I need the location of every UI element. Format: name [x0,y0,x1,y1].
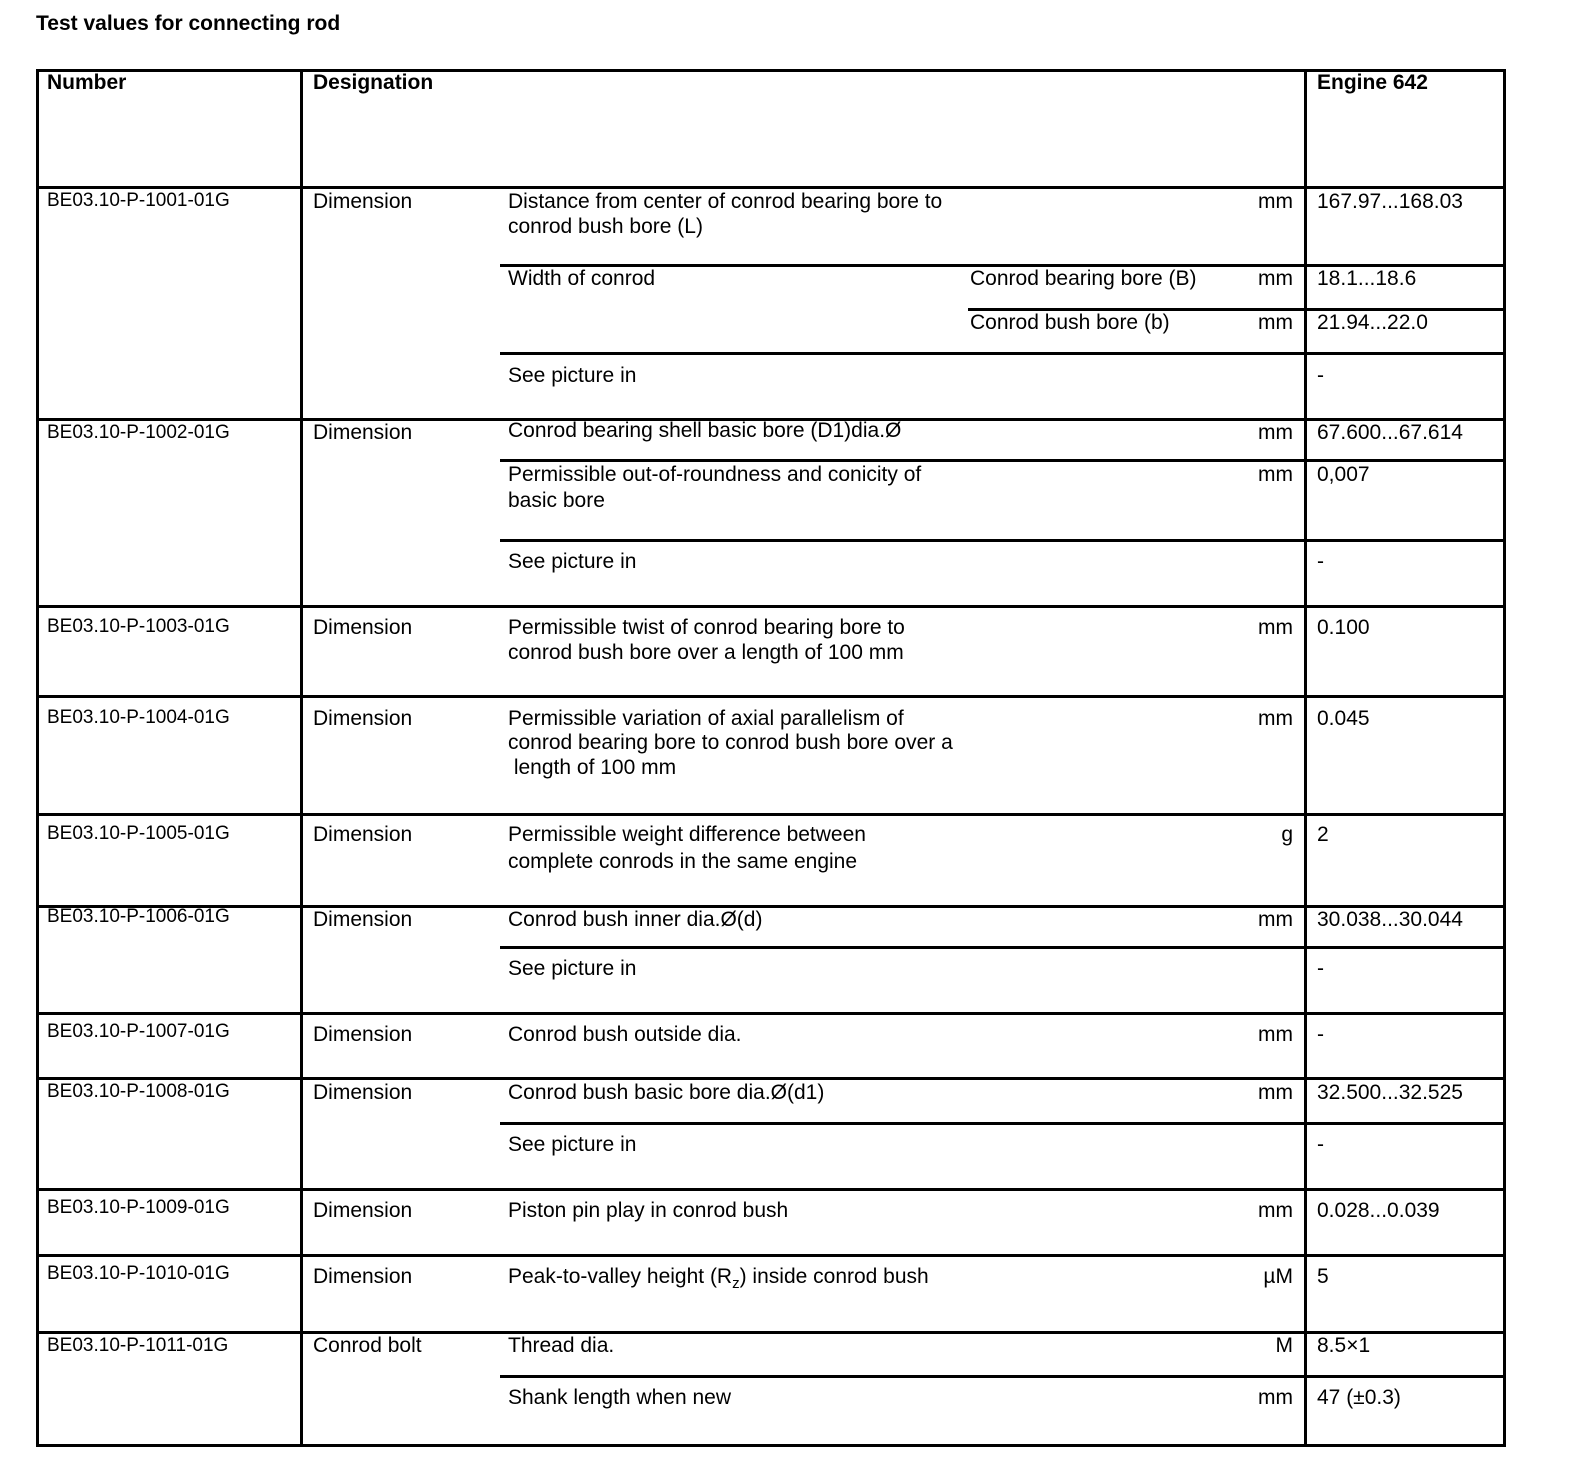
row-value: 18.1...18.6 [1317,267,1417,290]
row-unit: mm [1258,190,1293,213]
row-designation: Dimension [313,616,413,639]
row-designation: Dimension [313,1199,413,1222]
row-description: Piston pin play in conrod bush [508,1199,789,1222]
row-value: - [1317,1023,1324,1046]
row-description: conrod bush bore (L) [508,215,703,238]
row-value: 0,007 [1317,463,1370,486]
row-designation: Dimension [313,908,413,931]
page-title: Test values for connecting rod [36,12,341,35]
row-designation: Dimension [313,421,413,444]
row-number: BE03.10-P-1011-01G [47,1335,229,1356]
row-number: BE03.10-P-1010-01G [47,1263,230,1284]
row-description: See picture in [508,364,637,387]
row-value: - [1317,1133,1324,1156]
row-description: Permissible out-of-roundness and conicity of [508,463,922,486]
row-description: Conrod bush inner dia.Ø(d) [508,908,763,931]
row-designation: Dimension [313,707,413,730]
row-description: See picture in [508,1133,637,1156]
row-value: 21.94...22.0 [1317,311,1428,334]
row-unit: mm [1258,421,1293,444]
row-description: Thread dia. [508,1334,615,1357]
row-designation: Dimension [313,190,413,213]
row-unit: mm [1258,1199,1293,1222]
row-description: complete conrods in the same engine [508,850,858,873]
row-value: 30.038...30.044 [1317,908,1463,931]
row-unit: mm [1258,1081,1293,1104]
row-value: 47 (±0.3) [1317,1386,1401,1409]
row-designation: Dimension [313,1081,413,1104]
row-number: BE03.10-P-1008-01G [47,1081,230,1102]
row-value: 8.5×1 [1317,1334,1371,1357]
header-designation: Designation [313,71,434,94]
row-designation: Conrod bolt [313,1334,422,1357]
row-description: See picture in [508,957,637,980]
row-description: basic bore [508,489,605,512]
row-description: Permissible twist of conrod bearing bore to [508,616,905,639]
row-unit: M [1275,1334,1293,1357]
row-number: BE03.10-P-1007-01G [47,1021,230,1042]
row-subdescription: Conrod bearing bore (B) [970,267,1197,290]
row-description: Conrod bush basic bore dia.Ø(d1) [508,1081,825,1104]
row-number: BE03.10-P-1004-01G [47,707,230,728]
row-unit: mm [1258,1023,1293,1046]
row-description: Shank length when new [508,1386,731,1409]
row-description: conrod bearing bore to conrod bush bore over a [508,731,953,754]
row-designation: Dimension [313,823,413,846]
row-value: 0.100 [1317,616,1370,639]
row-unit: mm [1258,616,1293,639]
row-description: See picture in [508,550,637,573]
row-unit: mm [1258,1386,1293,1409]
row-number: BE03.10-P-1005-01G [47,823,230,844]
row-value: 32.500...32.525 [1317,1081,1463,1104]
row-value: - [1317,550,1324,573]
row-description: Permissible weight difference between [508,823,866,846]
row-value: 2 [1317,823,1329,846]
header-number: Number [47,71,127,94]
row-value: - [1317,364,1324,387]
row-unit: mm [1258,908,1293,931]
row-value: - [1317,957,1324,980]
row-subdescription: Conrod bush bore (b) [970,311,1170,334]
row-description: Distance from center of conrod bearing bore to [508,190,943,213]
row-unit: g [1281,823,1293,846]
row-description: length of 100 mm [508,756,677,779]
row-unit: mm [1258,707,1293,730]
row-unit: mm [1258,311,1293,334]
row-unit: mm [1258,463,1293,486]
header-engine: Engine 642 [1317,71,1428,94]
row-description: Width of conrod [508,267,656,290]
row-description: Peak-to-valley height $(R_z)$ inside conrod bush [508,1265,929,1293]
row-designation: Dimension [313,1023,413,1046]
row-number: BE03.10-P-1002-01G [47,422,230,443]
row-description: Permissible variation of axial parallelism of [508,707,904,730]
row-number: BE03.10-P-1009-01G [47,1197,230,1218]
row-description: conrod bush bore over a length of 100 mm [508,641,904,664]
row-unit: µM [1263,1265,1293,1288]
row-number: BE03.10-P-1006-01G [47,906,230,927]
row-number: BE03.10-P-1001-01G [47,190,230,211]
row-value: 0.045 [1317,707,1370,730]
row-value: 0.028...0.039 [1317,1199,1440,1222]
row-designation: Dimension [313,1265,413,1288]
row-number: BE03.10-P-1003-01G [47,616,230,637]
row-value: 67.600...67.614 [1317,421,1463,444]
row-value: 167.97...168.03 [1317,190,1463,213]
row-value: 5 [1317,1265,1329,1288]
row-unit: mm [1258,267,1293,290]
row-description: Conrod bearing shell basic bore (D1)dia.Ø [508,419,902,442]
row-description: Conrod bush outside dia. [508,1023,742,1046]
